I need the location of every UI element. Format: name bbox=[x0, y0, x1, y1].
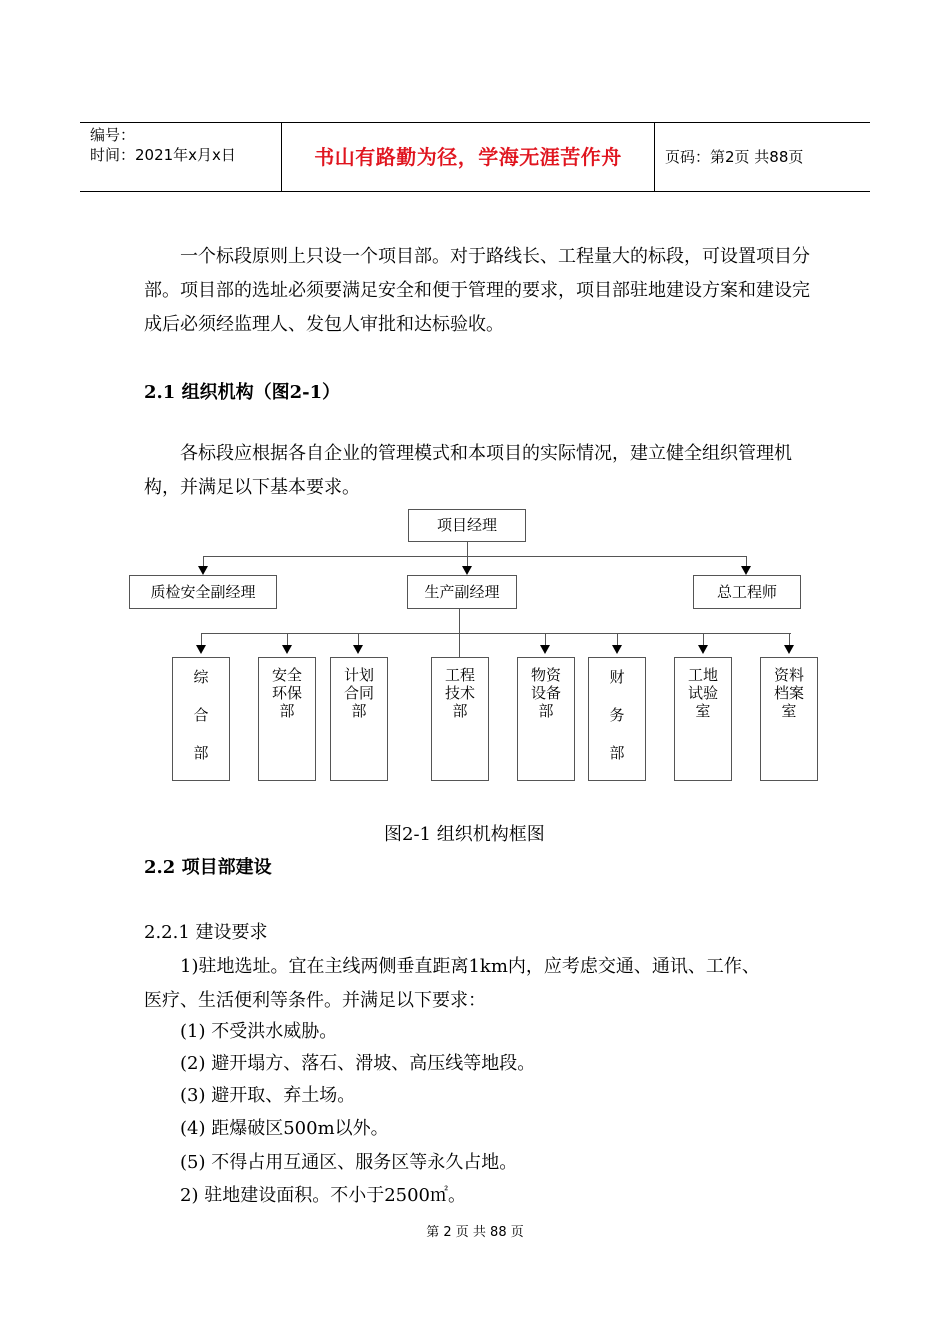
connector bbox=[201, 633, 202, 645]
document-header bbox=[80, 122, 870, 192]
header-divider bbox=[654, 123, 655, 191]
connector bbox=[545, 633, 546, 645]
dept-text: 部 bbox=[351, 702, 367, 720]
dept-box bbox=[172, 657, 230, 781]
sub-item: (2) 避开塌方、落石、滑坡、高压线等地段。 bbox=[180, 1053, 536, 1074]
dept-text: 部 bbox=[279, 702, 295, 720]
header-page-info: 页码：第2页 共88页 bbox=[665, 148, 804, 166]
arrow-icon bbox=[282, 645, 292, 654]
time-label: 时间：2021年x月x日 bbox=[90, 146, 236, 164]
connector bbox=[467, 542, 468, 556]
org-level2-box: 质检安全副经理 bbox=[129, 575, 277, 609]
connector bbox=[358, 633, 359, 645]
dept-text: 物资 bbox=[530, 666, 561, 684]
arrow-icon bbox=[198, 566, 208, 575]
connector bbox=[459, 633, 460, 657]
connector bbox=[703, 633, 704, 645]
connector bbox=[617, 633, 618, 645]
org-level2-box: 生产副经理 bbox=[407, 575, 517, 609]
dept-text: 财 bbox=[609, 668, 625, 686]
intro-paragraph: 一个标段原则上只设一个项目部。对于路线长、工程量大的标段，可设置项目分部。项目部的选址必须要满足安全和便于管理的要求，项目部驻地建设方案和建设完成后必须经监理人、发包人审批和达标验收。 bbox=[144, 246, 810, 335]
dept-text: 工地 bbox=[687, 666, 718, 684]
arrow-icon bbox=[784, 645, 794, 654]
arrow-icon bbox=[462, 566, 472, 575]
dept-box bbox=[760, 657, 818, 781]
item-2: 2) 驻地建设面积。不小于2500㎡。 bbox=[180, 1185, 467, 1206]
dept-box bbox=[674, 657, 732, 781]
connector bbox=[287, 633, 288, 645]
dept-text: 部 bbox=[193, 744, 209, 762]
arrow-icon bbox=[196, 645, 206, 654]
connector bbox=[203, 556, 747, 557]
arrow-icon bbox=[741, 566, 751, 575]
section-2-2-1-title: 2.2.1 建设要求 bbox=[144, 922, 268, 943]
dept-box bbox=[330, 657, 388, 781]
arrow-icon bbox=[698, 645, 708, 654]
dept-text: 室 bbox=[695, 702, 711, 720]
dept-text: 综 bbox=[193, 668, 209, 686]
arrow-icon bbox=[612, 645, 622, 654]
connector bbox=[467, 556, 468, 566]
dept-text: 部 bbox=[452, 702, 468, 720]
item-1-cont: 医疗、生活便利等条件。并满足以下要求： bbox=[144, 990, 486, 1011]
dept-text: 室 bbox=[781, 702, 797, 720]
org-level2-box: 总工程师 bbox=[693, 575, 801, 609]
dept-text: 档案 bbox=[773, 684, 804, 702]
header-motto: 书山有路勤为径，学海无涯苦作舟 bbox=[314, 145, 622, 169]
section-2-1-title: 2.1 组织机构（图2-1） bbox=[144, 382, 341, 403]
section-2-1-paragraph: 各标段应根据各自企业的管理模式和本项目的实际情况，建立健全组织管理机构，并满足以下基本要求。 bbox=[144, 443, 792, 498]
org-top-box: 项目经理 bbox=[408, 509, 526, 542]
dept-text: 务 bbox=[609, 706, 625, 724]
sub-item: (1) 不受洪水威胁。 bbox=[180, 1021, 338, 1042]
section-2-2-title: 2.2 项目部建设 bbox=[144, 857, 272, 878]
header-meta bbox=[90, 125, 236, 165]
sub-item: (5) 不得占用互通区、服务区等永久占地。 bbox=[180, 1152, 518, 1173]
dept-box bbox=[431, 657, 489, 781]
dept-text: 技术 bbox=[444, 684, 475, 702]
connector bbox=[789, 633, 790, 645]
dept-box bbox=[258, 657, 316, 781]
arrow-icon bbox=[540, 645, 550, 654]
number-label: 编号： bbox=[90, 126, 136, 144]
dept-text: 部 bbox=[538, 702, 554, 720]
dept-box bbox=[588, 657, 646, 781]
sub-item: (4) 距爆破区500m以外。 bbox=[180, 1118, 389, 1139]
connector bbox=[459, 609, 460, 633]
dept-box bbox=[517, 657, 575, 781]
dept-text: 部 bbox=[609, 744, 625, 762]
dept-text: 合同 bbox=[343, 684, 374, 702]
item-1: 1)驻地选址。宜在主线两侧垂直距离1km内，应考虑交通、通讯、工作、 bbox=[180, 956, 760, 977]
figure-caption: 图2-1 组织机构框图 bbox=[384, 824, 545, 845]
arrow-icon bbox=[353, 645, 363, 654]
sub-item: (3) 避开取、弃土场。 bbox=[180, 1085, 356, 1106]
dept-text: 设备 bbox=[530, 684, 561, 702]
dept-text: 工程 bbox=[444, 666, 475, 684]
dept-text: 安全 bbox=[271, 666, 302, 684]
connector bbox=[746, 556, 747, 566]
dept-text: 试验 bbox=[687, 684, 718, 702]
dept-text: 环保 bbox=[271, 684, 302, 702]
page-footer: 第 2 页 共 88 页 bbox=[426, 1225, 524, 1240]
dept-text: 计划 bbox=[343, 666, 374, 684]
dept-text: 合 bbox=[193, 706, 209, 724]
connector bbox=[203, 556, 204, 566]
dept-text: 资料 bbox=[773, 666, 804, 684]
